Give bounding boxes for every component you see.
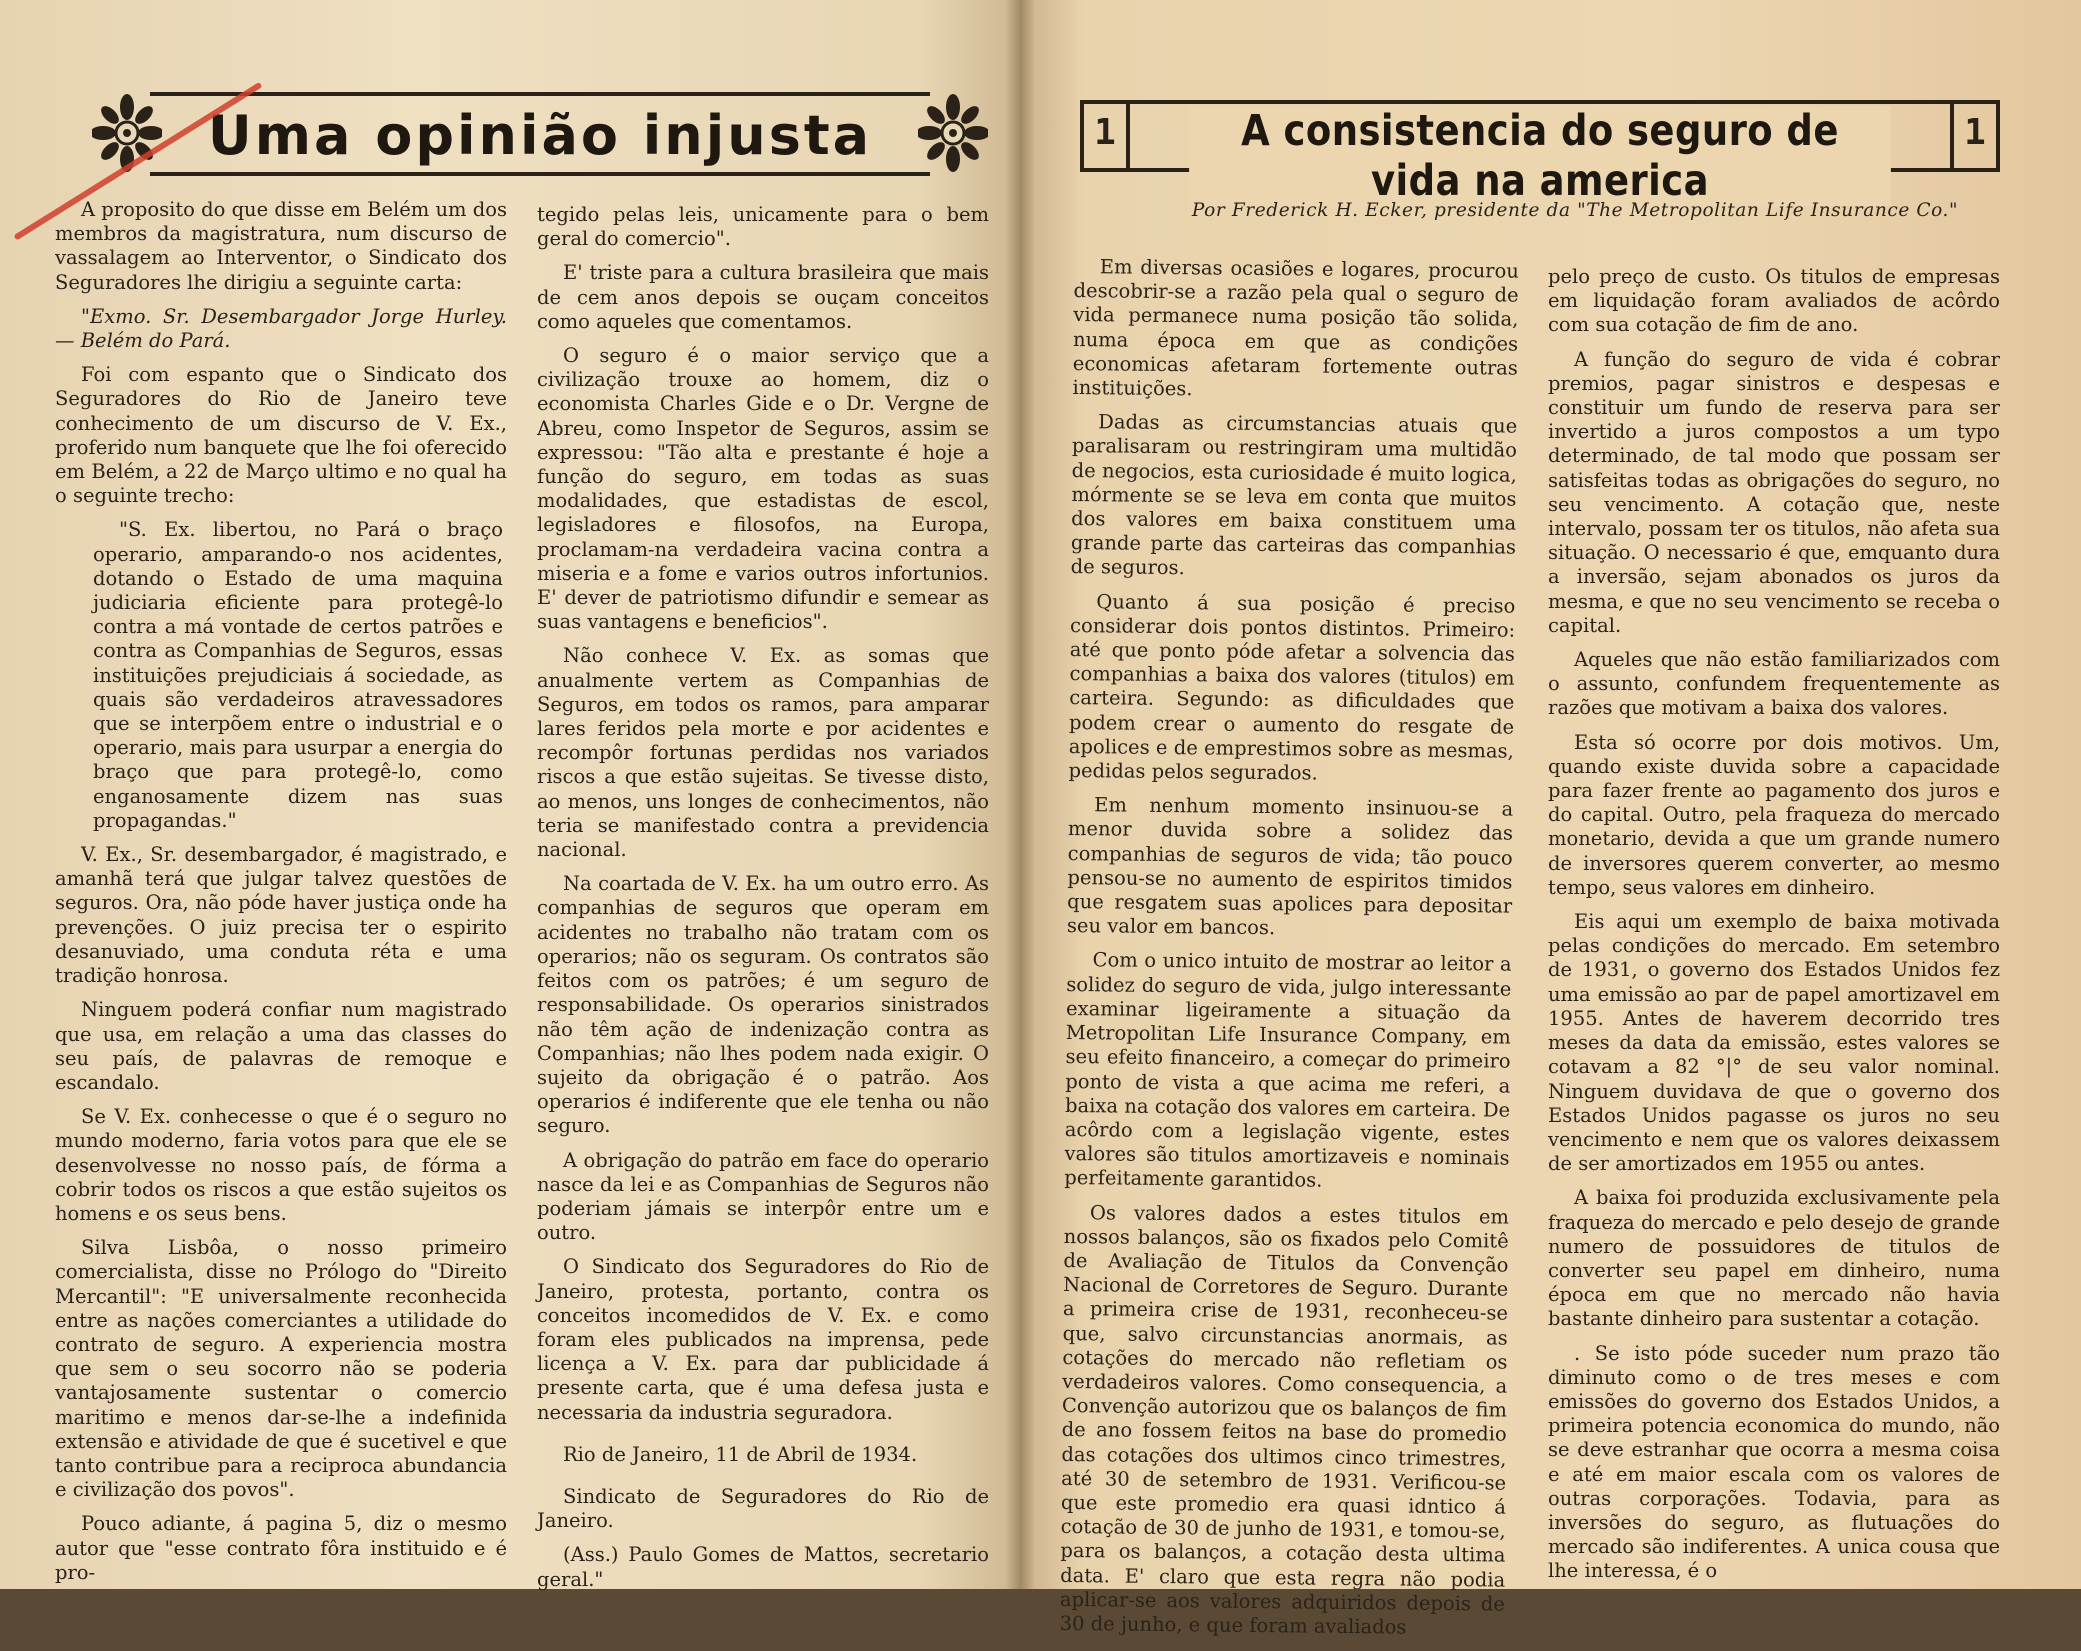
paragraph: Pouco adiante, á pagina 5, diz o mesmo autor que "esse contrato fôra instituido e é pro- xyxy=(55,1512,507,1584)
paragraph: Silva Lisbôa, o nosso primeiro comercialista, disse no Prólogo do "Direito Mercantil": "E universalmente reconhecida entre as nações comerciantes a utilidade do contrato de seguro. A experiencia mostra que sem o seu socorro não se poderia vantajosamente sustentar o comercio maritimo e menos dar-se-lhe a indefinida extensão e atividade de que é sucetivel e que tanto contribue para a reciproca abundancia e civilização dos povos". xyxy=(55,1236,507,1502)
letter-date: Rio de Janeiro, 11 de Abril de 1934. xyxy=(563,1442,918,1466)
flower-ornament-icon xyxy=(918,88,988,178)
right-article-header xyxy=(1080,90,2000,206)
paragraph: . Se isto póde suceder num prazo tão diminuto como o de tres meses e com emissões do governo dos Estados Unidos, a primeira potencia economica do mundo, não se deve estranhar que ocorra a mesma coisa e até em maior escala com os valores de outras corporações. Todavia, para as inversões do seguro, as flutuações do mercado são indiferentes. A unica cousa que lhe interessa, é o xyxy=(1548,1341,2000,1583)
letter-signature: (Ass.) Paulo Gomes de Mattos, secretario geral." xyxy=(537,1543,989,1591)
header-number-left: 1 xyxy=(1094,112,1116,153)
paragraph: A função do seguro de vida é cobrar premios, pagar sinistros e despesas e constituir um fundo de reserva para ser invertido a juros compostos a um typo determinado, de tal modo que possam ser satisfeitas todas as obrigações do seguro, no seu vencimento. A cotação que, neste intervalo, possam ter os titulos, não afeta sua situação. O necessario é que, emquanto dura a inversão, sejam abonados os juros da mesma, e que no seu vencimento se receba o capital. xyxy=(1548,347,2000,637)
header-rule-top xyxy=(1080,100,2000,104)
paragraph: Em nenhum momento insinuou-se a menor duvida sobre a solidez das companhias de seguros de vida; tão pouco pensou-se no aumento de espiritos timidos que resgatem suas apolices para depositar seu valor em bancos. xyxy=(1066,793,1514,940)
header-rule-top xyxy=(150,92,930,96)
paragraph: Esta só ocorre por dois motivos. Um, quando existe duvida sobre a capacidade para fazer frente ao pagamento dos juros e do capital. Outro, pela fraqueza do mercado monetario, devida a que um grande numero de inversores querem converter, ao mesmo tempo, seus valores em dinheiro. xyxy=(1548,730,2000,899)
header-bar-left-inner xyxy=(1126,100,1130,172)
paragraph: A proposito do que disse em Belém um dos membros da magistratura, num discurso de vassalagem ao Interventor, o Sindicato dos Seguradores lhe dirigiu a seguinte carta: xyxy=(55,198,507,294)
paragraph: Aqueles que não estão familiarizados com o assunto, confundem frequentemente as razões que motivam a baixa dos valores. xyxy=(1548,648,2000,720)
left-article-header xyxy=(100,80,980,190)
header-rule-bottom xyxy=(150,172,930,176)
paragraph: Foi com espanto que o Sindicato dos Seguradores do Rio de Janeiro teve conhecimento de um discurso de V. Ex., proferido num banquete que lhe foi oferecido em Belém, a 22 de Março ultimo e no qual ha o seguinte trecho: xyxy=(55,363,507,508)
paragraph: pelo preço de custo. Os titulos de empresas em liquidação foram avaliados de acôrdo com sua cotação de fim de ano. xyxy=(1548,265,2000,337)
paragraph: Quanto á sua posição é preciso considerar dois pontos distintos. Primeiro: até que ponto póde afetar a solvencia das companhias a baixa dos valores (titulos) em carteira. Segundo: as dificuldades que podem crear o aumento do resgate de apolices e de emprestimos sobre as mesmas, pedidas pelos segurados. xyxy=(1068,589,1516,785)
page-gutter xyxy=(1005,0,1035,1589)
paragraph: A baixa foi produzida exclusivamente pela fraqueza do mercado e pelo desejo de grande numero de possuidores de titulos de converter seu papel em dinheiro, numa época em que no mercado não havia bastante dinheiro para sustentar a cotação. xyxy=(1548,1186,2000,1331)
letter-salutation: "Exmo. Sr. Desembargador Jorge Hurley. — Belém do Pará. xyxy=(55,304,507,353)
paragraph: O Sindicato dos Seguradores do Rio de Janeiro, protesta, portanto, contra os conceitos incomedidos de V. Ex. e como foram eles publicados na imprensa, pede licença a V. Ex. para dar publicidade á presente carta, que é uma defesa justa e necessaria da industria seguradora. xyxy=(537,1255,989,1424)
left-article-title: Uma opinião injusta xyxy=(207,104,873,167)
paragraph: Na coartada de V. Ex. ha um outro erro. As companhias de seguros que operam em acidentes no trabalho não tratam com os operarios; não os seguram. Os contratos são feitos com os patrões; é um seguro de responsabilidade. Os operarios sinistrados não têm ação de indenização contra as Companhias; não lhes podem nada exigir. O sujeito da obrigação é o patrão. Aos operarios é indiferente que ele tenha ou não seguro. xyxy=(537,872,989,1138)
paragraph: Ninguem poderá confiar num magistrado que usa, em relação a uma das classes do seu país, de palavras de remoque e escandalo. xyxy=(55,998,507,1094)
paragraph: Com o unico intuito de mostrar ao leitor a solidez do seguro de vida, julgo interessante examinar ligeiramente a situação da Metropolitan Life Insurance Company, em seu efeito financeiro, a começar do primeiro ponto de vista a que acima me referi, a baixa na cotação dos valores em carteira. De acôrdo com a legislação vigente, estes valores são titulos amortizaveis e nominais perfeitamente garantidos. xyxy=(1064,948,1512,1192)
paragraph: V. Ex., Sr. desembargador, é magistrado, e amanhã terá que julgar talvez questões de seguros. Ora, não póde haver justiça onde ha prevenções. O juiz precisa ter o espirito desanuviado, uma conduta réta e uma tradição honrosa. xyxy=(55,843,507,988)
paragraph: Os valores dados a estes titulos em nossos balanços, são os fixados pelo Comitê de Avaliação de Titulos da Convenção Nacional de Corretores de Seguro. Durante a primeira crise de 1931, reconheceu-se que, salvo circunstancias anormais, as cotações do mercado não refletiam os verdadeiros valores. Como consequencia, a Convenção autorizou que os balanços de fim de ano fossem feitos na base do promedio das cotações dos ultimos cinco trimestres, até 30 de setembro de 1931. Verificou-se que este promedio era quasi idntico á cotação de 30 de junho de 1931, e tomou-se, para os balanços, a cotação desta ultima data. E' claro que esta regra não podia aplicar-se aos valores adquiridos depois de 30 de junho, e que foram avaliados xyxy=(1059,1200,1510,1639)
article-byline: Por Frederick H. Ecker, presidente da "The Metropolitan Life Insurance Co." xyxy=(1191,200,1959,221)
paragraph: O seguro é o maior serviço que a civilização trouxe ao homem, diz o economista Charles Gide e o Dr. Vergne de Abreu, como Inspetor de Seguros, assim se expressou: "Tão alta e prestante é hoje a função do seguro, em todas as suas modalidades, que estadistas de escol, legisladores e filosofos, na Europa, proclamam-na verdadeira vacina contra a miseria e a fome e varios outros infortunios. E' dever de patriotismo difundir e semear as suas vantagens e beneficios". xyxy=(537,344,989,634)
paragraph: E' triste para a cultura brasileira que mais de cem anos depois se ouçam conceitos como aqueles que comentamos. xyxy=(537,261,989,333)
paragraph: tegido pelas leis, unicamente para o bem geral do comercio". xyxy=(537,203,989,251)
paragraph: Dadas as circumstancias atuais que paralisaram ou restringiram uma multidão de negocios, esta curiosidade é muito logica, mórmente se se leva em conta que muitos dos valores em baixa constituem uma grande parte das carteiras das companhias de seguros. xyxy=(1070,410,1518,580)
header-bar-right xyxy=(1996,100,2000,172)
paragraph: Não conhece V. Ex. as somas que anualmente vertem as Companhias de Seguros, em todos os ramos, para amparar lares feridos pela morte e por acidentes e recompôr fortunas perdidas nos variados riscos a que estão sujeitas. Se tivesse disto, ao menos, uns longes de conhecimentos, não teria se manifestado contra a previdencia nacional. xyxy=(537,644,989,862)
left-article-column-1 xyxy=(55,198,507,1595)
letter-signatory: Sindicato de Seguradores do Rio de Janeiro. xyxy=(537,1484,989,1533)
right-article-title: A consistencia do seguro de vida na america xyxy=(1189,106,1891,206)
right-article-column-1 xyxy=(1059,255,1519,1651)
header-number-right: 1 xyxy=(1964,112,1986,153)
paragraph: Eis aqui um exemplo de baixa motivada pelas condições do mercado. Em setembro de 1931, o governo dos Estados Unidos fez uma emissão ao par de papel amortizavel em 1955. Antes de haverem decorrido tres meses da data da emissão, estes valores se cotavam a 82 °|° de seu valor nominal. Ninguem duvidava de que o governo dos Estados Unidos pagasse os juros no seu vencimento e nem que os valores deixassem de ser amortizados em 1955 ou antes. xyxy=(1548,910,2000,1176)
paragraph: A obrigação do patrão em face do operario nasce da lei e as Companhias de Seguros não poderiam jámais se interpôr entre um e outro. xyxy=(537,1148,989,1245)
block-quote: "S. Ex. libertou, no Pará o braço operario, amparando-o nos acidentes, dotando o Estado de uma maquina judiciaria eficiente para protegê-lo contra a má vontade de certos patrões e contra as Companhias de Seguros, essas instituições prejudiciais á sociedade, as quais são verdadeiros atravessadores que se interpõem entre o industrial e o operario, mais para usurpar a energia do braço que para protegê-lo, como enganosamente dizem nas suas propagandas." xyxy=(93,518,503,832)
paragraph: Se V. Ex. conhecesse o que é o seguro no mundo moderno, faria votos para que ele se desenvolvesse no nosso país, de fórma a cobrir todos os riscos a que estão sujeitos os homens e os seus bens. xyxy=(55,1105,507,1225)
left-article-column-2 xyxy=(537,203,989,1602)
right-article-column-2 xyxy=(1548,265,2000,1594)
paragraph: Em diversas ocasiões e logares, procurou descobrir-se a razão pela qual o seguro de vida permanece numa posição tão solida, numa época em que as condições economicas afetaram fortemente outras instituições. xyxy=(1072,255,1519,401)
